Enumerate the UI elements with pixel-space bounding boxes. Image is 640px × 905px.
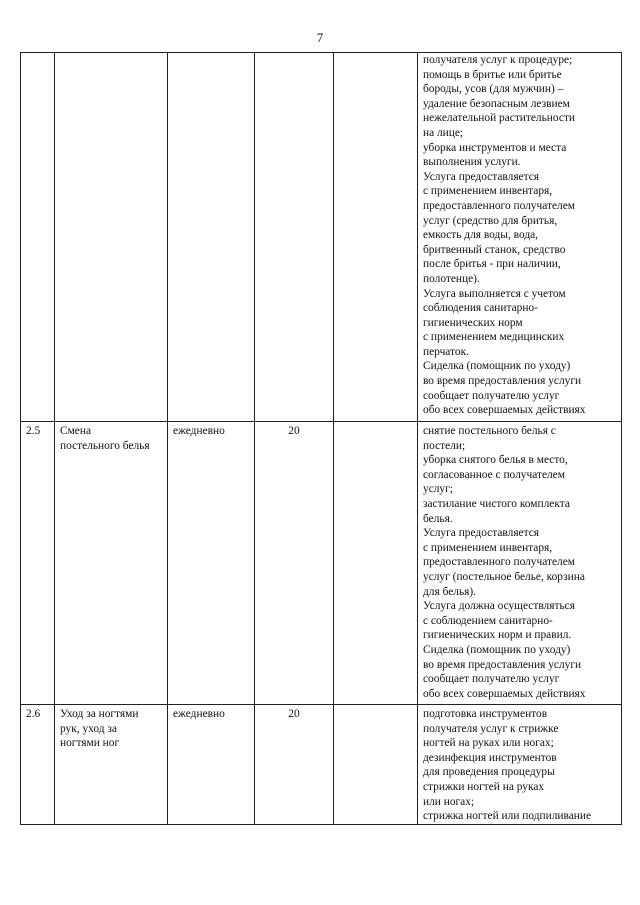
cell-extra [334, 705, 418, 825]
cell-number: 2.5 [21, 422, 55, 705]
table-row-2-6 [21, 705, 622, 825]
text-line: для белья). [423, 585, 477, 598]
text-line: Смена [60, 425, 92, 437]
text-line: обо всех совершаемых действиях [423, 404, 586, 417]
text-line: гигиенических норм и правил. [423, 629, 572, 642]
text-line: Сиделка (помощник по уходу) [423, 643, 571, 656]
cell-description [418, 422, 622, 705]
text-line: во время предоставления услуги [423, 658, 582, 671]
text-line: сообщает получателю услуг [423, 389, 560, 402]
cell-service-name [55, 422, 168, 705]
cell-number: 2.6 [21, 705, 55, 825]
text-line: емкость для воды, вода, [423, 229, 539, 242]
text-line: Услуга должна осуществляться [423, 600, 575, 613]
cell-service-name [55, 53, 168, 422]
text-line: постельного белья [60, 439, 150, 452]
text-line: во время предоставления услуги [423, 375, 582, 388]
text-line: после бритья - при наличии, [423, 258, 561, 271]
text-line: Услуга выполняется с учетом [423, 287, 566, 300]
cell-extra [334, 53, 418, 422]
text-line: услуг; [423, 483, 453, 496]
text-line: с применением инвентаря, [423, 185, 553, 198]
text-line: уборка снятого белья в место, [423, 454, 568, 467]
text-line: обо всех совершаемых действиях [423, 687, 586, 700]
text-line: согласованное с получателем [423, 468, 565, 481]
services-table [20, 52, 622, 825]
cell-quantity: 20 [255, 705, 334, 825]
text-line: ногтями ног [60, 737, 120, 750]
text-line: бритвенный станок, средство [423, 243, 566, 256]
cell-frequency: ежедневно [168, 422, 255, 705]
text-line: с применением инвентаря, [423, 541, 553, 554]
text-line: с применением медицинских [423, 331, 565, 344]
text-line: услуг (средство для бритья, [423, 214, 558, 227]
text-line: соблюдения санитарно- [423, 302, 538, 315]
text-line: получателя услуг к стрижке [423, 722, 559, 735]
cell-description [418, 705, 622, 825]
text-line: Услуга предоставляется [423, 170, 540, 183]
text-line: предоставленного получателем [423, 556, 575, 569]
text-line: с соблюдением санитарно- [423, 614, 553, 627]
text-line: Сиделка (помощник по уходу) [423, 360, 571, 373]
text-line: выполнения услуги. [423, 156, 521, 169]
text-line: перчаток. [423, 345, 469, 358]
text-line: Услуга предоставляется [423, 527, 540, 540]
text-line: гигиенических норм [423, 316, 523, 329]
text-line: уборка инструментов и места [423, 141, 567, 154]
text-line: на лице; [423, 126, 464, 139]
text-line: нежелательной растительности [423, 112, 576, 125]
page-number: 7 [316, 30, 324, 45]
text-line: Уход за ногтями [60, 708, 139, 720]
text-line: стрижки ногтей на руках [423, 780, 545, 793]
text-line: дезинфекция инструментов [423, 751, 557, 764]
text-line: подготовка инструментов [423, 708, 548, 720]
text-line: снятие постельного белья с [423, 425, 556, 437]
text-line: стрижка ногтей или подпиливание [423, 810, 592, 823]
text-line: предоставленного получателем [423, 199, 575, 212]
cell-quantity [255, 53, 334, 422]
text-line: получателя услуг к процедуре; [423, 54, 573, 66]
text-line: сообщает получателю услуг [423, 673, 560, 686]
table-row-continued [21, 53, 622, 422]
table-row-2-5 [21, 422, 622, 705]
text-line: полотенце). [423, 272, 480, 285]
cell-number [21, 53, 55, 422]
text-line: ногтей на руках или ногах; [423, 737, 554, 750]
text-line: бороды, усов (для мужчин) – [423, 83, 564, 96]
text-line: застилание чистого комплекта [423, 497, 570, 510]
cell-extra [334, 422, 418, 705]
cell-description [418, 53, 622, 422]
text-line: белья. [423, 512, 453, 525]
cell-frequency [168, 53, 255, 422]
cell-quantity: 20 [255, 422, 334, 705]
text-line: для проведения процедуры [423, 766, 555, 779]
text-line: рук, уход за [60, 722, 117, 735]
cell-frequency: ежедневно [168, 705, 255, 825]
text-line: удаление безопасным лезвием [423, 97, 570, 110]
cell-service-name [55, 705, 168, 825]
text-line: услуг (постельное белье, корзина [423, 570, 585, 583]
text-line: помощь в бритье или бритье [423, 68, 562, 81]
text-line: или ногах; [423, 795, 475, 808]
text-line: постели; [423, 439, 466, 452]
